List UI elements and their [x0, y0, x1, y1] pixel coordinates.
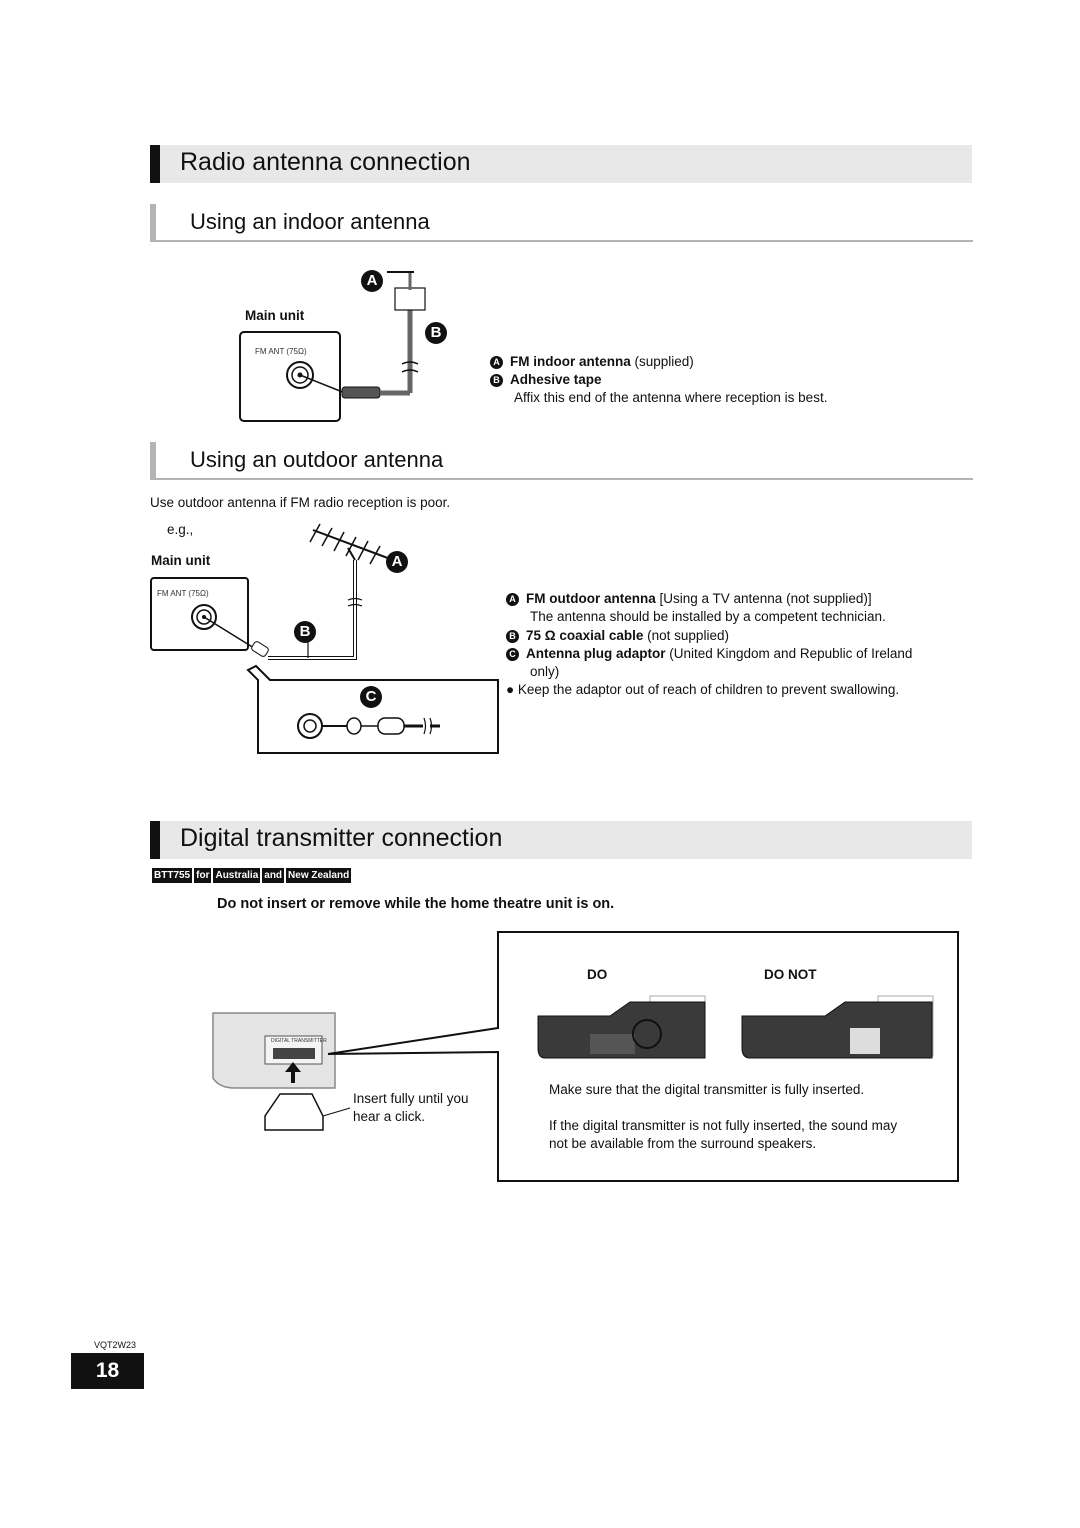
subsection-title: Using an outdoor antenna: [190, 447, 444, 472]
section-title: Digital transmitter connection: [180, 824, 503, 852]
insert-instruction-line1: Insert fully until you: [353, 1091, 469, 1106]
do-not-label: DO NOT: [764, 967, 817, 982]
bullet-note: ● Keep the adaptor out of reach of children to prevent swallowing.: [506, 682, 900, 697]
callout-b: B: [425, 322, 447, 344]
subsection-header-outdoor: [150, 442, 973, 480]
fm-ant-jack-label: FM ANT (75Ω): [255, 347, 307, 356]
outdoor-antenna-diagram: [148, 520, 503, 760]
callout-b: B: [294, 621, 316, 643]
badge-b: B: [490, 374, 503, 387]
main-unit-label: Main unit: [151, 553, 211, 568]
eg-label: e.g.,: [167, 522, 194, 537]
badge-c: C: [506, 648, 519, 661]
note-sound-line1: If the digital transmitter is not fully inserted, the sound may: [549, 1118, 898, 1133]
legend-item-a: A FM outdoor antenna [Using a TV antenna (not supplied)]: [506, 590, 872, 608]
doc-code: VQT2W23: [94, 1340, 137, 1350]
callout-c: C: [360, 686, 382, 708]
insert-instruction-line2: hear a click.: [353, 1109, 426, 1124]
section-header-digital: [150, 821, 972, 859]
callout-a: A: [386, 551, 408, 573]
legend-item-b: B Adhesive tape: [490, 371, 602, 389]
insert-warning: Do not insert or remove while the home theatre unit is on.: [217, 896, 615, 912]
indoor-note: Affix this end of the antenna where reception is best.: [514, 390, 828, 405]
bullet-icon: ●: [506, 682, 518, 697]
legend-item-a: A FM indoor antenna (supplied): [490, 353, 694, 371]
model-applicability-tag: BTT755 for Australia and New Zealand: [154, 870, 350, 881]
fm-ant-jack-label: FM ANT (75Ω): [157, 589, 209, 598]
slot-label: DIGITAL TRANSMITTER: [271, 1038, 327, 1044]
badge-a: A: [490, 356, 503, 369]
main-unit-label: Main unit: [245, 308, 305, 323]
legend-item-c: C Antenna plug adaptor (United Kingdom and Republic of Ireland: [506, 645, 912, 663]
badge-a: A: [506, 593, 519, 606]
legend-item-a-note: The antenna should be installed by a competent technician.: [530, 609, 886, 624]
page-number: 18: [71, 1353, 144, 1389]
note-fully-inserted: Make sure that the digital transmitter is fully inserted.: [549, 1082, 865, 1097]
section-header-radio: [150, 145, 972, 183]
callout-a: A: [361, 270, 383, 292]
indoor-antenna-diagram: [230, 262, 460, 427]
outdoor-intro: Use outdoor antenna if FM radio reception is poor.: [150, 495, 451, 510]
legend-item-b: B 75 Ω coaxial cable (not supplied): [506, 627, 729, 645]
do-label: DO: [587, 967, 608, 982]
subsection-title: Using an indoor antenna: [190, 209, 430, 234]
note-sound-line2: not be available from the surround speakers.: [549, 1136, 817, 1151]
legend-item-c-cont: only): [530, 664, 560, 679]
subsection-header-indoor: [150, 204, 973, 242]
section-title: Radio antenna connection: [180, 148, 471, 176]
badge-b: B: [506, 630, 519, 643]
